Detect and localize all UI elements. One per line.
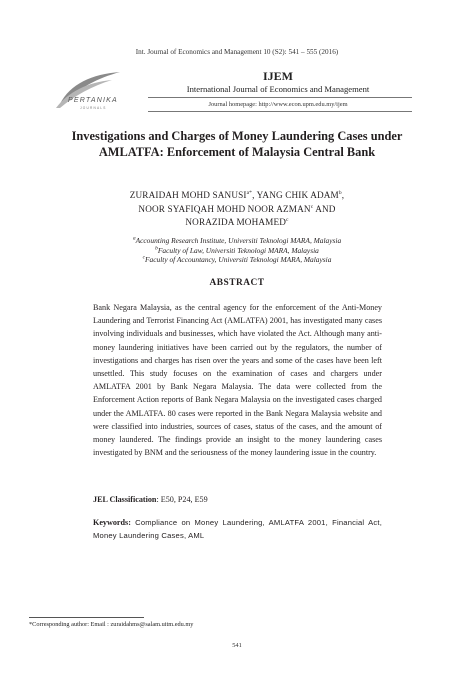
author-name: YANG CHIK ADAM <box>256 190 339 200</box>
affiliation-mark: c <box>142 254 146 261</box>
affiliation-item <box>60 236 414 246</box>
author-affil-mark: c <box>286 216 289 223</box>
author-name: ZURAIDAH MOHD SANUSI <box>129 190 247 200</box>
author-line-1 <box>60 189 414 203</box>
author-line-2 <box>60 203 414 217</box>
author-name: NORAZIDA MOHAMED <box>185 217 287 227</box>
author-list <box>60 189 414 230</box>
corresponding-author-footnote: *Corresponding author: Email : zuraidahms@salam.uitm.edu.my <box>29 621 194 628</box>
affiliation-item <box>60 246 414 256</box>
author-conjunction: AND <box>313 203 336 214</box>
author-affil-mark: c <box>310 203 314 210</box>
keywords <box>93 516 382 542</box>
author-affil-mark: b <box>338 189 342 196</box>
jel-label: JEL Classification <box>93 495 157 504</box>
abstract-body: Bank Negara Malaysia, as the central agency for the enforcement of the Anti-Money Laundering and Terrorist Financing Act (AMLATFA) 2001, has investigated many cases involving individuals and businesses, which have violated the Act. Although many anti-money laundering initiatives have been carried out by the regulators, the number of investigations and charges has risen over the years and some of the cases have been left unsettled. This study focuses on the examination of cases and chargers under AMLATFA 2001 by Bank Negara Malaysia. The data were collected from the Enforcement Action reports of Bank Negara Malaysia on the investigated cases charged under the AMLATFA. 80 cases were reported in the Bank Negara Malaysia website and were classified into industries, sources of cases, status of the cases, and the amount of money laundered. The findings provide an insight to the money laundering cases investigated by BNM and the seriousness of the money laundering issue in the country. <box>93 303 382 458</box>
affiliation-mark: b <box>155 245 158 252</box>
footnote-rule <box>29 617 144 618</box>
keywords-value: Compliance on Money Laundering, AMLATFA 2001, Financial Act, Money Laundering Cases, AML <box>93 518 382 540</box>
author-affil-mark: a* <box>246 189 253 196</box>
affiliations <box>60 236 414 265</box>
author-separator: , <box>252 190 257 200</box>
affiliation-text: Accounting Research Institute, Universiti Teknologi MARA, Malaysia <box>135 236 342 245</box>
journal-homepage: Journal homepage: http://www.econ.upm.edu.my/ijem <box>208 101 348 108</box>
logo-wordmark: PERTANIKA <box>68 97 118 104</box>
affiliation-mark: a <box>132 235 136 242</box>
page-number: 541 <box>232 642 242 649</box>
jel-classification <box>93 493 382 506</box>
affiliation-item <box>60 255 414 265</box>
author-line-3 <box>60 216 414 230</box>
affiliation-text: Faculty of Law, Universiti Teknologi MARA, Malaysia <box>157 245 319 255</box>
keywords-label: Keywords: <box>93 518 131 527</box>
author-name: NOOR SYAFIQAH MOHD NOOR AZMAN <box>138 203 311 214</box>
jel-value: : E50, P24, E59 <box>156 495 208 504</box>
abstract-heading: ABSTRACT <box>209 278 265 288</box>
header-rule-top <box>148 97 412 98</box>
affiliation-text: Faculty of Accountancy, Universiti Teknologi MARA, Malaysia <box>145 255 332 265</box>
journal-name: International Journal of Economics and Management <box>186 84 370 94</box>
logo-tagline: JOURNALS <box>80 106 107 110</box>
pertanika-logo <box>54 68 134 116</box>
paper-title <box>40 128 434 160</box>
running-head: Int. Journal of Economics and Management 10 (S2): 541 – 555 (2016) <box>135 48 339 56</box>
header-rule-bottom <box>148 111 412 112</box>
author-separator: , <box>341 190 345 200</box>
title-line-1: Investigations and Charges of Money Laundering Cases under <box>71 129 403 143</box>
title-line-2: AMLATFA: Enforcement of Malaysia Central Bank <box>98 145 376 159</box>
journal-code: IJEM <box>263 69 293 83</box>
